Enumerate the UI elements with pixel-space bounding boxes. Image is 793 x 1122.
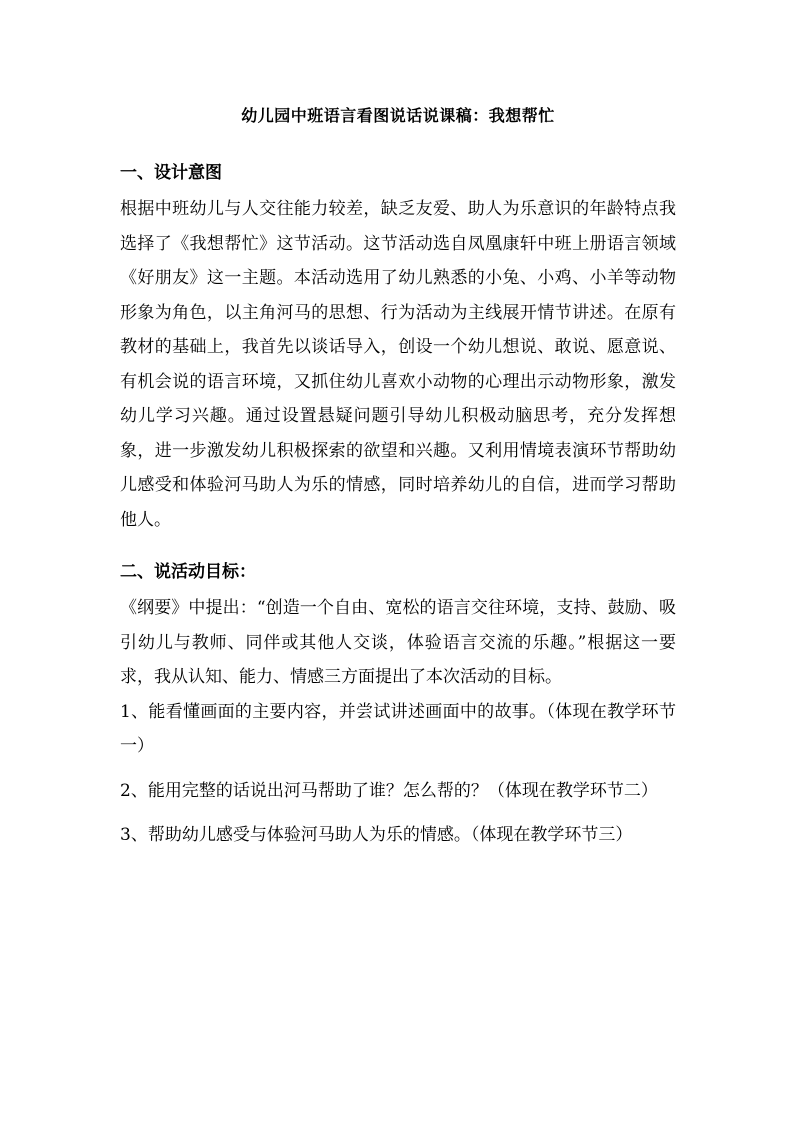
- goal-item: 2、能用完整的话说出河马帮助了谁？怎么帮的？（体现在教学环节二）: [120, 780, 658, 801]
- goal-item: 3、帮助幼儿感受与体验河马助人为乐的情感。（体现在教学环节三）: [120, 825, 633, 845]
- document-page: [120, 100, 676, 863]
- section-gap: [120, 537, 676, 557]
- goal-item: 1、能看懂画面的主要内容，并尝试讲述画面中的故事。（体现在教学环节一）: [120, 701, 676, 756]
- paragraph: 《纲要》中提出：“创造一个自由、宽松的语言交往环境，支持、鼓励、吸引幼儿与教师、同伴或其他人交谈，体验语言交流的乐趣。”根据这一要求，我从认知、能力、情感三方面提出了本次活动的目标。: [120, 598, 676, 687]
- section-heading: 一、设计意图: [120, 163, 222, 183]
- section-heading: 二、说活动目标：: [120, 562, 256, 582]
- paragraph: 根据中班幼儿与人交往能力较差，缺乏友爱、助人为乐意识的年龄特点我选择了《我想帮忙》这节活动。这节活动选自凤凰康轩中班上册语言领域《好朋友》这一主题。本活动选用了幼儿熟悉的小兔、小鸡、小羊等动物形象为角色，以主角河马的思想、行为活动为主线展开情节讲述。在原有教材的基础上，我首先以谈话导入，创设一个幼儿想说、敢说、愿意说、有机会说的语言环境，又抓住幼儿喜欢小动物的心理出示动物形象，激发幼儿学习兴趣。通过设置悬疑问题引导幼儿积极动脑思考，充分发挥想象，进一步激发幼儿积极探索的欲望和兴趣。又利用情境表演环节帮助幼儿感受和体验河马助人为乐的情感，同时培养幼儿的自信，进而学习帮助他人。: [120, 199, 676, 530]
- section-design-intent: [120, 158, 676, 537]
- document-title: 幼儿园中班语言看图说话说课稿：我想帮忙: [241, 106, 555, 125]
- section-activity-goals: [120, 557, 676, 853]
